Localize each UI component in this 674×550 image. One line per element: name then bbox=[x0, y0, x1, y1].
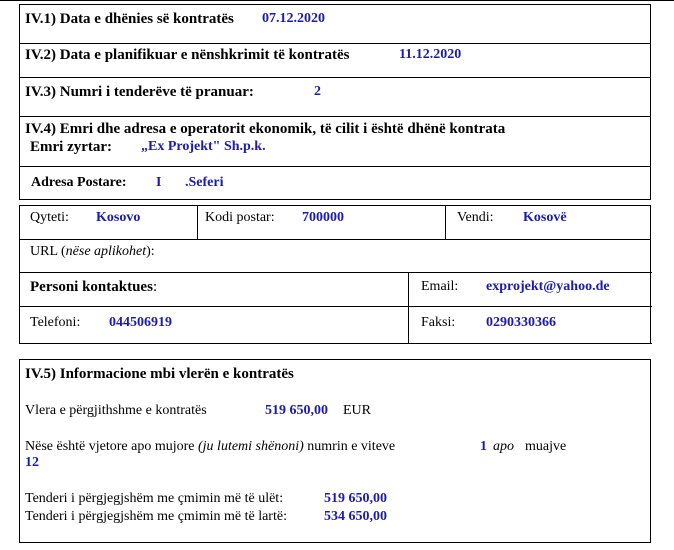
duration-or: apo bbox=[493, 439, 514, 454]
email-label: Email: bbox=[421, 279, 459, 294]
phone-label: Telefoni: bbox=[30, 315, 81, 330]
postal-address-value-2: .Seferi bbox=[185, 175, 224, 190]
postal-address-label: Adresa Postare: bbox=[31, 175, 127, 190]
operator-section-label: IV.4) Emri dhe adresa e operatorit ekonomik, të cilit i është dhënë kontrata bbox=[25, 121, 506, 137]
city-value: Kosovo bbox=[96, 210, 141, 225]
months-value: 12 bbox=[25, 455, 39, 470]
row-url bbox=[19, 239, 651, 273]
total-value-label: Vlera e përgjithshme e kontratës bbox=[25, 403, 207, 418]
country-value: Kosovë bbox=[523, 210, 567, 225]
row-contract-award-date bbox=[19, 4, 651, 44]
postal-code-cell bbox=[197, 205, 446, 240]
postal-code-value: 700000 bbox=[302, 210, 344, 225]
years-value: 1 bbox=[480, 439, 487, 454]
city-cell bbox=[19, 205, 198, 240]
tenders-received-value: 2 bbox=[314, 84, 321, 99]
fax-cell bbox=[408, 306, 652, 344]
phone-value: 044506919 bbox=[109, 315, 172, 330]
url-label: URL (nëse aplikohet): bbox=[30, 244, 155, 259]
row-planned-signing-date bbox=[19, 43, 651, 78]
email-value: exprojekt@yahoo.de bbox=[486, 279, 610, 294]
postal-code-label: Kodi postar: bbox=[205, 210, 275, 225]
months-label: muajve bbox=[525, 439, 567, 454]
city-label: Qyteti: bbox=[30, 210, 69, 225]
total-value-amount: 519 650,00 bbox=[265, 403, 328, 418]
email-cell bbox=[408, 272, 652, 307]
postal-address-value-1: I bbox=[156, 175, 162, 190]
signing-date-value: 11.12.2020 bbox=[399, 47, 462, 62]
tenders-received-label: IV.3) Numri i tenderëve të pranuar: bbox=[25, 84, 254, 100]
section-contract-value bbox=[19, 359, 651, 543]
row-contact-email bbox=[19, 272, 651, 307]
award-date-label: IV.1) Data e dhënies së kontratës bbox=[25, 11, 234, 27]
top-rule bbox=[0, 0, 674, 1]
total-value-currency: EUR bbox=[343, 403, 371, 418]
country-label: Vendi: bbox=[457, 210, 494, 225]
row-operator-header bbox=[19, 116, 651, 138]
row-phone-fax bbox=[19, 306, 651, 344]
award-date-value: 07.12.2020 bbox=[262, 11, 325, 26]
highest-price-label: Tenderi i përgjegjshëm me çmimin më të lartë: bbox=[25, 509, 287, 524]
contact-person-label: Personi kontaktues: bbox=[30, 279, 158, 295]
lowest-price-label: Tenderi i përgjegjshëm me çmimin më të ulët: bbox=[25, 491, 284, 506]
row-city-postal-country bbox=[19, 205, 651, 240]
row-official-name bbox=[19, 137, 651, 167]
contract-value-section-label: IV.5) Informacione mbi vlerën e kontratës bbox=[25, 366, 294, 382]
url-note: nëse aplikohet bbox=[65, 244, 147, 259]
row-tenders-received bbox=[19, 77, 651, 117]
duration-question: Nëse është vjetore apo mujore (ju lutemi shënoni) numrin e viteve bbox=[25, 439, 396, 454]
fax-label: Faksi: bbox=[421, 315, 456, 330]
row-postal-address bbox=[19, 166, 651, 200]
signing-date-label: IV.2) Data e planifikuar e nënshkrimit të kontratës bbox=[25, 47, 350, 63]
official-name-label: Emri zyrtar: bbox=[30, 139, 113, 155]
official-name-value: „Ex Projekt" Sh.p.k. bbox=[141, 139, 266, 154]
highest-price-value: 534 650,00 bbox=[324, 509, 387, 524]
lowest-price-value: 519 650,00 bbox=[324, 491, 387, 506]
fax-value: 0290330366 bbox=[486, 315, 556, 330]
